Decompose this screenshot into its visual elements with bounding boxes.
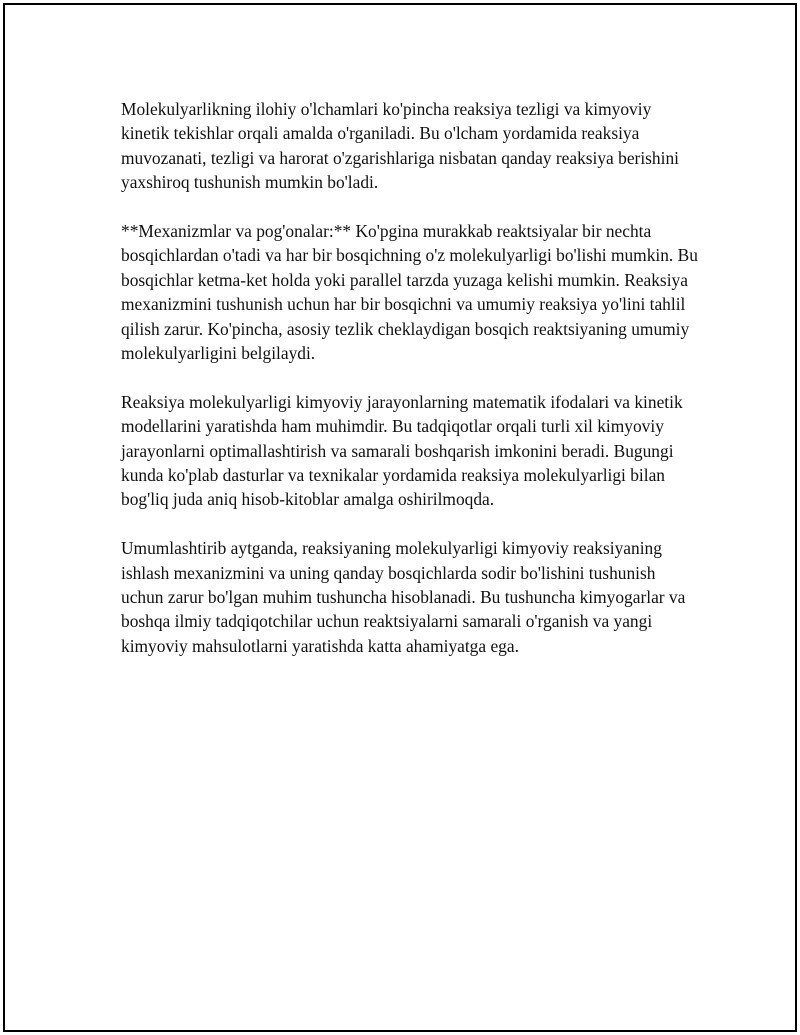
page-frame: [3, 3, 797, 1032]
paragraph-3: Reaksiya molekulyarligi kimyoviy jarayonlarning matematik ifodalari va kinetik modellarini yaratishda ham muhimdir. Bu tadqiqotlar orqali turli xil kimyoviy jarayonlarni optimallashtirish va samarali boshqarish imkonini beradi. Bugungi kunda ko'plab dasturlar va texnikalar yordamida reaksiya molekulyarligi bilan bog'liq juda aniq hisob-kitoblar amalga oshirilmoqda.: [121, 391, 683, 510]
paragraph-2: **Mexanizmlar va pog'onalar:** Ko'pgina murakkab reaktsiyalar bir nechta bosqichlardan o'tadi va har bir bosqichning o'z molekulyarligi bo'lishi mumkin. Bu bosqichlar ketma-ket holda yoki parallel tarzda yuzaga kelishi mumkin. Reaksiya mexanizmini tushunish uchun har bir bosqichni va umumiy reaksiya yo'lini tahlil qilish zarur. Ko'pincha, asosiy tezlik cheklaydigan bosqich reaktsiyaning umumiy molekulyarligini belgilaydi.: [121, 221, 698, 364]
paragraph-4: Umumlashtirib aytganda, reaksiyaning molekulyarligi kimyoviy reaksiyaning ishlash mexanizmini va uning qanday bosqichlarda sodir bo'lishini tushunish uchun zarur bo'lgan muhim tushuncha hisoblanadi. Bu tushuncha kimyogarlar va boshqa ilmiy tadqiqotchilar uchun reaktsiyalarni samarali o'rganish va yangi kimyoviy mahsulotlarni yaratishda katta ahamiyatga ega.: [121, 538, 686, 656]
paragraph-1: Molekulyarlikning ilohiy o'lchamlari ko'pincha reaksiya tezligi va kimyoviy kinetik tekishlar orqali amalda o'rganiladi. Bu o'lcham yordamida reaksiya muvozanati, tezligi va harorat o'zgarishlariga nisbatan qanday reaksiya berishini yaxshiroq tushunish mumkin bo'ladi.: [121, 99, 679, 193]
document-body: [121, 97, 701, 683]
